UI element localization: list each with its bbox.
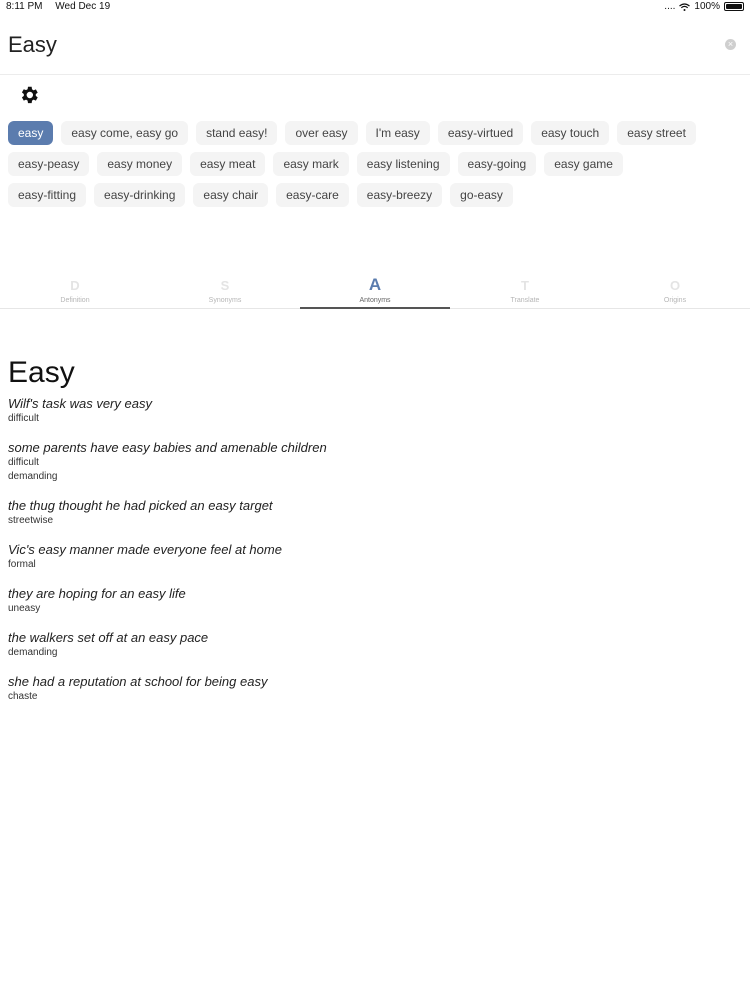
antonyms-icon: A — [368, 275, 382, 294]
content-area — [8, 356, 728, 718]
suggestion-chip[interactable]: easy come, easy go — [61, 121, 188, 145]
wifi-icon — [679, 3, 690, 11]
antonym-entry — [8, 396, 728, 426]
suggestion-chip[interactable]: easy game — [544, 152, 623, 176]
antonym-entry — [8, 498, 728, 528]
antonym-word[interactable]: difficult — [8, 457, 39, 468]
synonyms-icon: S — [220, 278, 230, 293]
antonym-word[interactable]: demanding — [8, 647, 58, 658]
tab-definition[interactable] — [0, 276, 150, 308]
tab-translate[interactable] — [450, 276, 600, 308]
tab-synonyms[interactable] — [150, 276, 300, 308]
suggestion-chip[interactable]: easy-going — [458, 152, 537, 176]
origins-icon: O — [669, 278, 681, 293]
suggestion-chip[interactable]: over easy — [285, 121, 357, 145]
suggestion-chip[interactable]: easy-breezy — [357, 183, 442, 207]
suggestion-chip[interactable]: go-easy — [450, 183, 513, 207]
gear-icon[interactable] — [18, 84, 40, 106]
suggestion-chip[interactable]: easy-virtued — [438, 121, 523, 145]
suggestion-chip[interactable]: easy touch — [531, 121, 609, 145]
antonym-entry — [8, 440, 728, 484]
tab-label: Definition — [60, 297, 90, 304]
example-sentence: she had a reputation at school for being easy — [8, 674, 268, 689]
suggestion-chip[interactable]: easy mark — [273, 152, 348, 176]
antonym-word[interactable]: formal — [8, 559, 36, 570]
antonym-word[interactable]: chaste — [8, 691, 38, 702]
example-sentence: the walkers set off at an easy pace — [8, 630, 209, 645]
tab-label: Synonyms — [208, 297, 242, 304]
definition-icon: D — [70, 278, 80, 293]
suggestion-chip[interactable]: easy-drinking — [94, 183, 185, 207]
status-date: Wed Dec 19 — [55, 1, 111, 12]
suggestion-chip[interactable]: easy-care — [276, 183, 349, 207]
status-bar — [0, 0, 750, 14]
tab-bar — [0, 276, 750, 309]
tab-antonyms[interactable] — [300, 276, 450, 308]
clear-icon[interactable]: × — [725, 39, 736, 50]
suggestion-list — [8, 121, 708, 207]
antonym-word[interactable]: streetwise — [8, 515, 54, 526]
suggestion-chip[interactable]: easy — [8, 121, 53, 145]
suggestion-chip[interactable]: stand easy! — [196, 121, 277, 145]
search-bar[interactable] — [0, 22, 750, 75]
antonym-word[interactable]: uneasy — [8, 603, 41, 614]
tab-label: Antonyms — [359, 297, 391, 304]
antonym-entry — [8, 674, 728, 704]
battery-percent: 100% — [694, 1, 720, 12]
antonym-entry — [8, 542, 728, 572]
tab-label: Origins — [663, 297, 687, 304]
suggestion-chip[interactable]: easy listening — [357, 152, 450, 176]
entry-list — [8, 396, 728, 704]
antonym-word[interactable]: demanding — [8, 471, 58, 482]
suggestion-chip[interactable]: easy money — [97, 152, 182, 176]
tab-origins[interactable] — [600, 276, 750, 308]
battery-icon — [724, 2, 744, 11]
example-sentence: some parents have easy babies and amenable children — [8, 440, 327, 455]
antonym-word[interactable]: difficult — [8, 413, 39, 424]
antonym-entry — [8, 630, 728, 660]
signal-dots: .... — [664, 1, 676, 12]
suggestion-chip[interactable]: I'm easy — [366, 121, 430, 145]
example-sentence: Vic's easy manner made everyone feel at home — [8, 542, 282, 557]
tab-label: Translate — [510, 297, 540, 304]
headword: Easy — [8, 356, 75, 389]
example-sentence: Wilf's task was very easy — [8, 396, 152, 411]
suggestion-chip[interactable]: easy meat — [190, 152, 265, 176]
suggestion-chip[interactable]: easy street — [617, 121, 696, 145]
translate-icon: T — [521, 278, 529, 293]
suggestion-chip[interactable]: easy chair — [193, 183, 268, 207]
suggestion-chip[interactable]: easy-peasy — [8, 152, 89, 176]
example-sentence: they are hoping for an easy life — [8, 586, 186, 601]
example-sentence: the thug thought he had picked an easy target — [8, 498, 273, 513]
antonym-entry — [8, 586, 728, 616]
status-time: 8:11 PM — [6, 1, 43, 12]
suggestion-chip[interactable]: easy-fitting — [8, 183, 86, 207]
search-input[interactable]: Easy — [8, 32, 57, 57]
